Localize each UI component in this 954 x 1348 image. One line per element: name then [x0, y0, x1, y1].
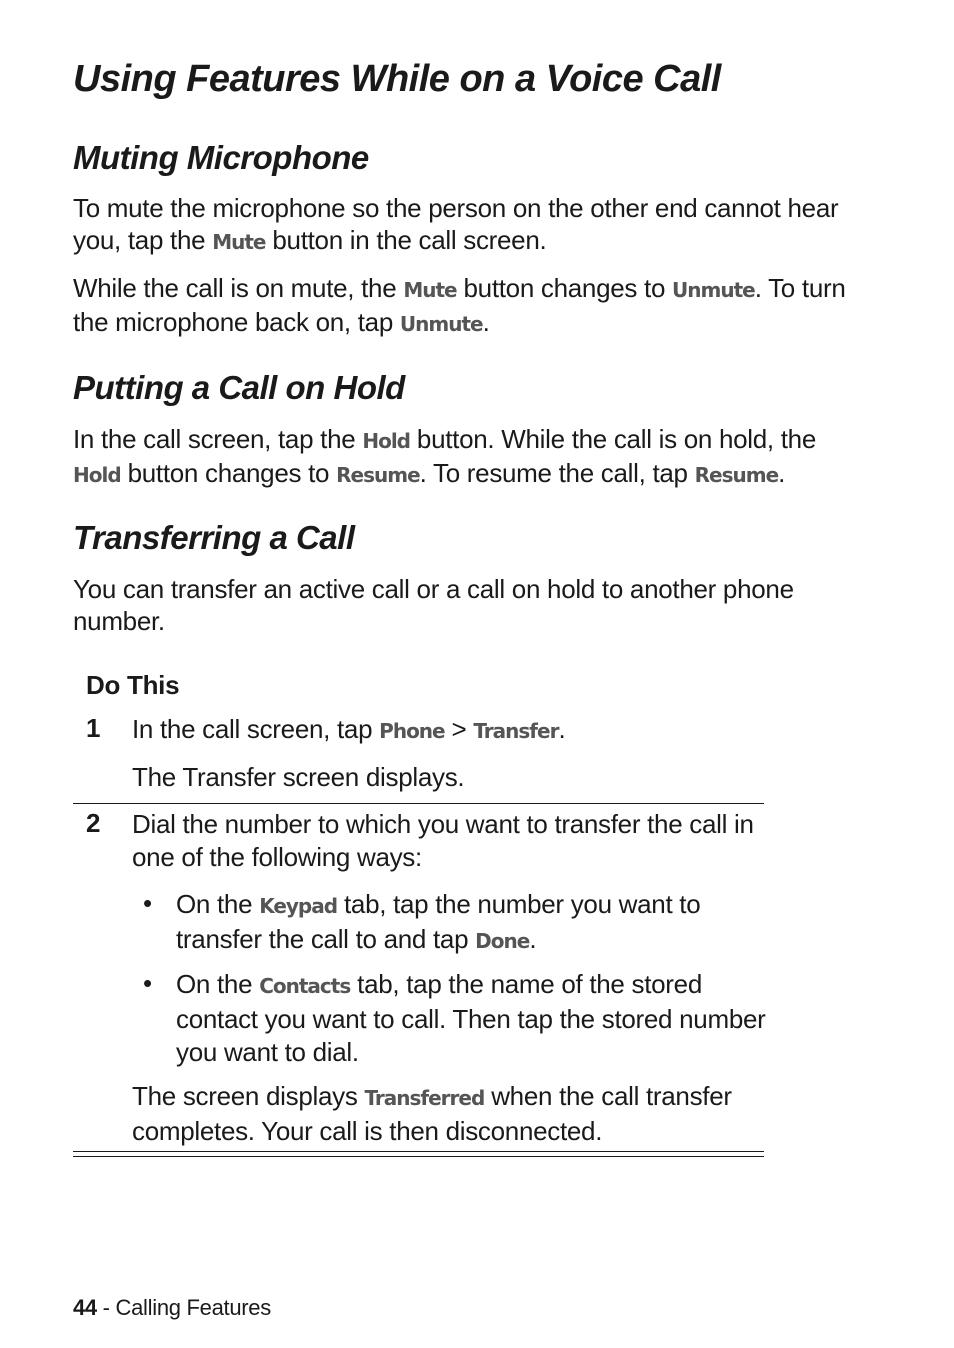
step-number-1: 1	[86, 713, 101, 743]
text: when the call transfer completes. Your call is then disconnected.	[132, 1081, 732, 1146]
section-heading-muting: Muting Microphone	[73, 139, 369, 176]
mute-button-ref: Mute	[212, 230, 266, 254]
hold-button-ref: Hold	[73, 463, 121, 487]
phone-button-ref: Phone	[379, 719, 445, 743]
text: tab, tap the number you want to transfer the call to and tap	[176, 889, 701, 954]
keypad-tab-ref: Keypad	[259, 894, 338, 918]
table-header: Do This	[86, 670, 180, 700]
step-1-text	[132, 713, 772, 748]
transferred-status-ref: Transferred	[364, 1086, 485, 1110]
unmute-button-ref: Unmute	[672, 278, 755, 302]
transfer-button-ref: Transfer	[473, 719, 559, 743]
text: button changes to	[120, 458, 337, 488]
step-2-intro: Dial the number to which you want to transfer the call in one of the following ways:	[132, 809, 754, 872]
unmute-button-ref: Unmute	[399, 312, 483, 336]
text: . To turn the microphone back on, tap	[73, 273, 846, 337]
done-button-ref: Done	[475, 929, 530, 953]
bullet-marker: •	[143, 968, 153, 998]
hold-button-ref: Hold	[362, 429, 410, 453]
contacts-tab-ref: Contacts	[259, 974, 351, 998]
step-2-bullet-1	[176, 888, 766, 958]
text: tab, tap the name of the stored contact you want to call. Then tap the stored number you want to dial.	[176, 969, 766, 1067]
bullet-marker: •	[143, 888, 153, 918]
page-number: 44	[73, 1295, 97, 1320]
page-title: Using Features While on a Voice Call	[73, 58, 721, 100]
text: button changes to	[456, 273, 673, 303]
manual-page	[73, 0, 873, 1348]
text: .	[778, 458, 786, 488]
text: On the	[176, 889, 260, 919]
text: button. While the call is on hold, the	[410, 424, 816, 454]
chapter-name: Calling Features	[115, 1295, 271, 1320]
text: The screen displays	[132, 1081, 365, 1111]
resume-button-ref: Resume	[336, 463, 420, 487]
text: .	[558, 714, 566, 744]
resume-button-ref: Resume	[694, 463, 779, 487]
hold-paragraph	[73, 423, 863, 491]
footer-separator: -	[96, 1295, 116, 1320]
text: .	[529, 924, 537, 954]
step-1-note: The Transfer screen displays.	[132, 762, 465, 792]
mute-button-ref: Mute	[403, 278, 457, 302]
text: While the call is on mute, the	[73, 273, 404, 303]
section-heading-transfer: Transferring a Call	[73, 519, 355, 556]
text: On the	[176, 969, 260, 999]
section-heading-hold: Putting a Call on Hold	[73, 369, 405, 406]
transfer-paragraph: You can transfer an active call or a call on hold to another phone number.	[73, 574, 794, 636]
step-2-outro	[132, 1080, 772, 1148]
table-bottom-rule	[73, 1151, 764, 1152]
step-number-2: 2	[86, 808, 101, 838]
text: In the call screen, tap	[132, 714, 380, 744]
table-row-divider	[73, 803, 764, 804]
table-bottom-rule	[73, 1156, 764, 1157]
text: To mute the microphone so the person on the other end cannot hear you, tap the	[73, 193, 839, 255]
text: . To resume the call, tap	[419, 458, 695, 488]
step-2-bullet-2	[176, 968, 766, 1069]
page-footer	[73, 1295, 271, 1321]
text: >	[444, 714, 474, 744]
muting-paragraph-1	[73, 192, 863, 258]
text: In the call screen, tap the	[73, 424, 363, 454]
text: .	[482, 307, 490, 337]
text: button in the call screen.	[265, 225, 547, 255]
muting-paragraph-2	[73, 272, 863, 340]
